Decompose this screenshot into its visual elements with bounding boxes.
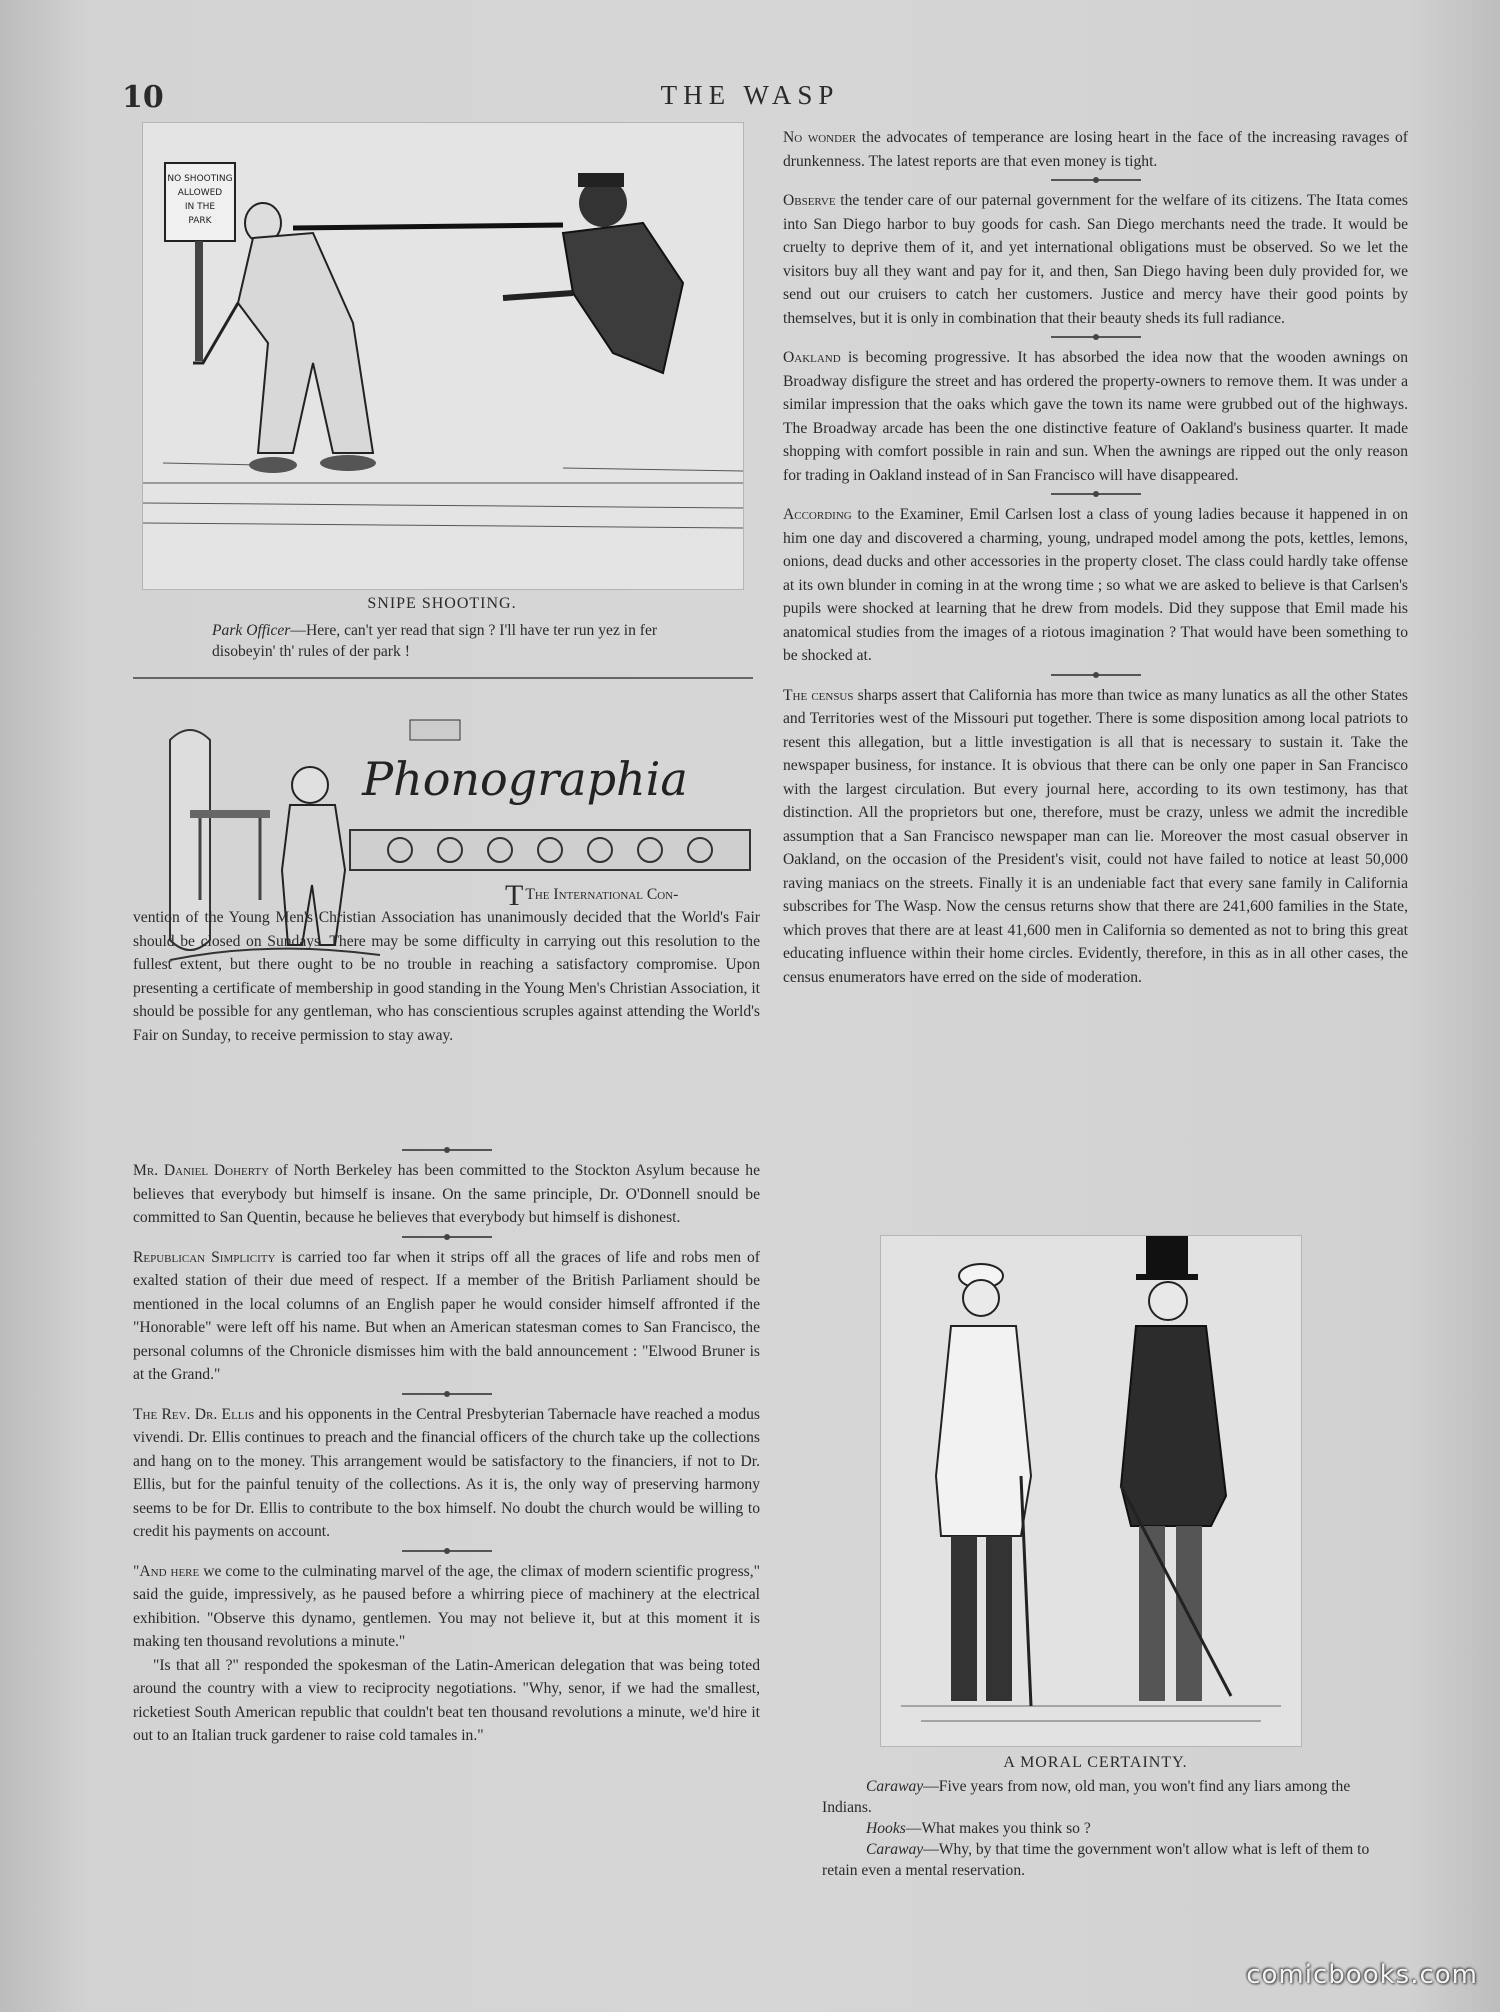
divider: [1051, 179, 1141, 181]
svg-text:PARK: PARK: [188, 216, 212, 226]
article-carlsen: According to the Examiner, Emil Carlsen lost a class of young ladies because it happened in on him one day and discovered a charming, young, undraped model among the pots, kettles, lemons, onions, dead ducks and other accessories in the property closet. The class could hardly take offense at its own blunder in coming in at the wrong time ; so what we are asked to believe is that Carlsen's pupils were shocked at learning that he drew from models. Did they suppose that Emil made his anatomical studies from the images of a riotous imagination ? That would have been something to be shocked at.: [783, 506, 1408, 664]
svg-text:NO SHOOTING: NO SHOOTING: [167, 174, 233, 184]
left-article-stack: [133, 1143, 760, 1748]
phonographia-intro: [505, 879, 760, 912]
snipe-shooting-illustration: [142, 122, 744, 590]
article-doherty: Mr. Daniel Doherty of North Berkeley has been committed to the Stockton Asylum because he believes that everybody but himself is insane. On the same principle, Dr. O'Donnell snould be committed to San Quentin, because he believes that everybody but himself is dishonest.: [133, 1162, 760, 1226]
moral-line-2: Hooks—What makes you think so ?: [866, 1820, 1091, 1837]
snipe-caption-dialog: [212, 620, 682, 662]
divider: [402, 1393, 492, 1395]
svg-text:IN THE: IN THE: [184, 202, 216, 212]
divider: [402, 1149, 492, 1151]
svg-text:ALLOWED: ALLOWED: [177, 188, 223, 198]
watermark: comicbooks.com: [1246, 1960, 1478, 1990]
divider: [402, 1236, 492, 1238]
divider: [402, 1550, 492, 1552]
moral-caption-title: A MORAL CERTAINTY.: [1003, 1754, 1188, 1771]
moral-caption-dialog: [822, 1776, 1382, 1881]
snipe-speaker: Park Officer: [212, 622, 291, 639]
article-republican-simplicity: Republican Simplicity is carried too far when it strips off all the graces of life and robs men of exalted station of their due meed of respect. If a member of the British Parliament should be mentioned in the local columns of an English paper he would consider himself affronted if the "Honorable" were left off his name. But when an American statesman comes to San Francisco, the personal columns of the Chronicle dismisses him with the bald announcement : "Elwood Bruner is at the Grand.": [133, 1248, 760, 1383]
dropcap: T: [505, 879, 524, 912]
snipe-caption-title: SNIPE SHOOTING.: [367, 595, 517, 612]
page-number: 10: [122, 80, 164, 115]
phono-lead: The International Con-: [525, 886, 679, 903]
article-census: The census sharps assert that California has more than twice as many lunatics as all the other States and Territories west of the Missouri put together. There is some disposition among local patriots to resent this allegation, but a little investigation is all that is necessary to sustain it. Take the newspaper business, for instance. It is obvious that there can be only one paper in San Francisco with the largest circulation. But every journal here, according to its own testimony, has that distinction. All the proprietors but one, therefore, must be crazy, unless we admit the incredible assumption that a San Francisco newspaper man can lie. Moreover the most casual observer in Oakland, on the occasion of the President's visit, could not have failed to notice at least 50,000 raving maniacs on the streets. Finally it is an undeniable fact that every sane family in California subscribes for The Wasp. Now the census returns show that there are 241,600 families in the State, which proves that there are at least 41,600 men in California so demented as not to bring this great educating influence within their home circles. Evidently, therefore, in this as in all other cases, the census enumerators have erred on the side of moderation.: [783, 686, 1408, 986]
phonographia-title: Phonographia: [362, 752, 688, 806]
article-temperance: No wonder the advocates of temperance are losing heart in the face of the increasing ravages of drunkenness. The latest reports are that even money is tight.: [783, 129, 1409, 170]
moral-certainty-illustration: [880, 1235, 1302, 1747]
masthead: THE WASP: [660, 80, 840, 110]
moral-line-1: Caraway—Five years from now, old man, you won't find any liars among the Indians.: [822, 1778, 1351, 1816]
article-itata: Observe the tender care of our paternal government for the welfare of its citizens. The Itata comes into San Diego harbor to buy goods for cash. San Diego merchants need the trade. It would be cruelty to deprive them of it, and yet international obligations must be observed. So we let the visitors buy all they want and pay for it, and then, San Diego having been duly provided for, we send out our cruisers to catch her customers. Justice and mercy have their good points by themselves, but it is only in combination that their beauty sheds its full radiance.: [783, 192, 1408, 327]
article-dynamo-reply: "Is that all ?" responded the spokesman of the Latin-American delegation that was being toted around the country with a view to reciprocity negotiations. "Why, senor, if we had the smallest, ricketiest South American republic that couldn't beat ten thousand revolutions a minute, we'd hire it out to an Italian truck gardener to raise cold tamales in.": [133, 1656, 760, 1744]
moral-line-3: Caraway—Why, by that time the government won't allow what is left of them to retain even a mental reservation.: [822, 1841, 1370, 1879]
divider: [1051, 336, 1141, 338]
snipe-line: —Here, can't yer read that sign ? I'll have ter run yez in fer disobeyin' th' rules of der park !: [212, 622, 658, 660]
article-oakland: Oakland is becoming progressive. It has absorbed the idea now that the wooden awnings on Broadway disfigure the street and has ordered the property-owners to remove them. It was under a similar impression that the oaks which gave the town its name were grubbed out of the highways. The Broadway arcade has been the one distinctive feature of Oakland's business quarter. It made shopping with comfort possible in rain and sun. When the awnings are ripped out the only reason for trading in Oakland instead of in San Francisco will have disappeared.: [783, 349, 1408, 484]
phonographia-paragraph: [133, 906, 760, 1047]
right-article-stack: [783, 126, 1408, 989]
section-divider: [133, 677, 753, 679]
divider: [1051, 674, 1141, 676]
divider: [1051, 493, 1141, 495]
phono-rest: vention of the Young Men's Christian Association has unanimously decided that the World's Fair should be closed on Sundays. There may be some difficulty in carrying out this resolution to the fullest extent, but there ought to be no trouble in reaching a satisfactory compromise. Upon presenting a certificate of membership in good standing in the Young Men's Christian Association, it should be possible for any gentleman, who has conscientious scruples against attending the World's Fair on Sunday, to receive permission to stay away.: [133, 909, 760, 1044]
article-rev-ellis: The Rev. Dr. Ellis and his opponents in the Central Presbyterian Tabernacle have reached a modus vivendi. Dr. Ellis continues to preach and the financial officers of the church take up the collections and hang on to the money. This arrangement would be satisfactory to the financiers, if not to Dr. Ellis, but for the painful tenuity of the collections. As it is, the only way of preserving harmony seems to be for Dr. Ellis to contribute to the box himself. No doubt the church would be willing to credit his payments on account.: [133, 1405, 761, 1540]
article-dynamo: "And here we come to the culminating marvel of the age, the climax of modern scientific progress," said the guide, impressively, as he paused before a whirring piece of machinery at the electrical exhibition. "Observe this dynamo, gentlemen. You may not believe it, but at this moment it is making ten thousand revolutions a minute.": [133, 1562, 760, 1650]
